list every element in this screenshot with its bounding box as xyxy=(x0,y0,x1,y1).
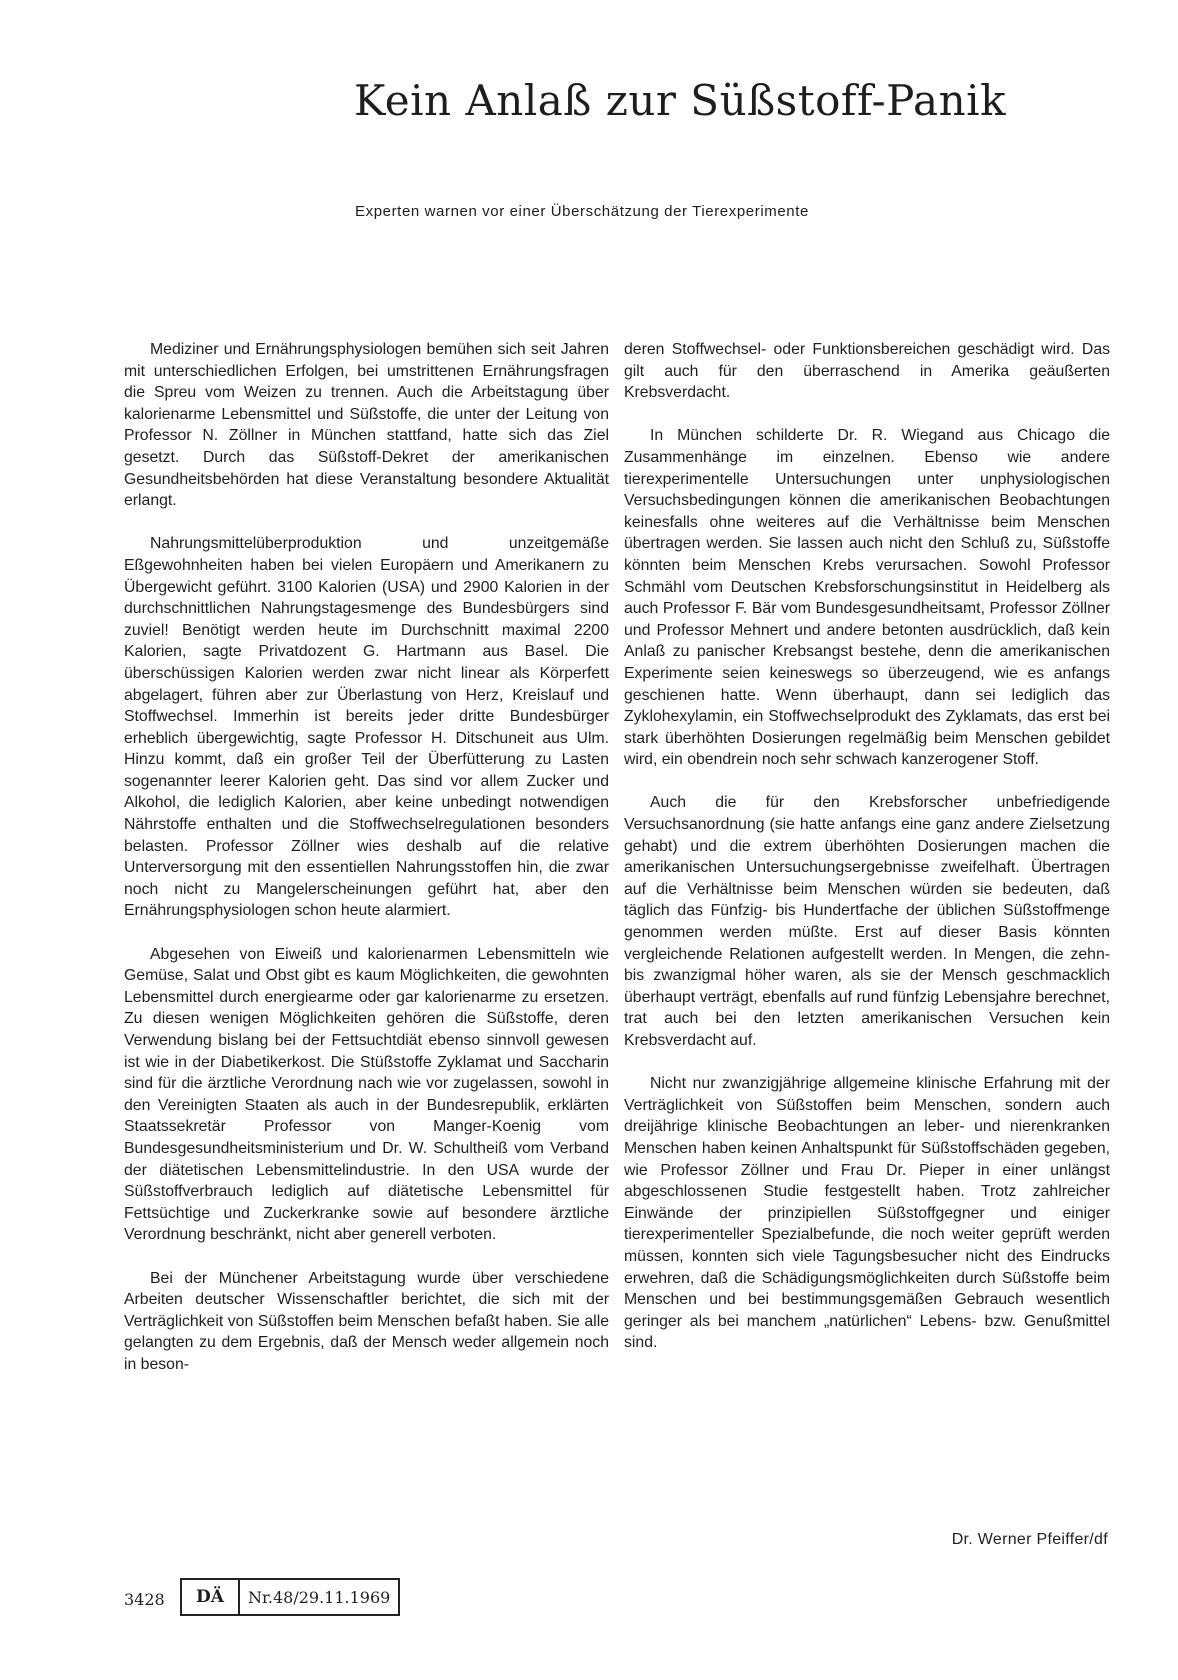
left-column xyxy=(124,339,609,1397)
issue-info: Nr.48/29.11.1969 xyxy=(248,1587,391,1607)
article-title: Kein Anlaß zur Süßstoff-Panik xyxy=(354,76,1007,125)
paragraph: Mediziner und Ernährungsphysiologen bemühen sich seit Jahren mit unterschiedlichen Erfolgen, bei umstrittenen Ernährungsfragen die Spreu vom Weizen zu trennen. Auch die Arbeitstagung über kalorienarme Lebensmittel und Süßstoffe, die unter der Leitung von Professor N. Zöllner in München stattfand, hatte sich das Ziel gesetzt. Durch das Süßstoff-Dekret der amerikanischen Gesundheitsbehörden hat diese Veranstaltung besondere Aktualität erlangt. xyxy=(124,341,609,510)
paragraph-continuation: deren Stoffwechsel- oder Funktionsbereichen geschädigt wird. Das gilt auch für den überraschend in Amerika geäußerten Krebsverdacht. xyxy=(624,341,1110,402)
paragraph: Auch die für den Krebsforscher unbefriedigende Versuchsanordnung (sie hatte anfangs eine ganz andere Zielsetzung gehabt) und die extrem überhöhten Dosierungen machen die amerikanischen Untersuchungsergebnisse zweifelhaft. Übertragen auf die Verhältnisse beim Menschen würden sie bedeuten, daß täglich das Fünfzig- bis Hundertfache der üblichen Süßstoffmenge genommen werden müßte. Erst auf dieser Basis könnten vergleichende Relationen aufgestellt werden. In Mengen, die zehn- bis zwanzigmal höher waren, als sie der Mensch geschmacklich überhaupt verträgt, ebenfalls auf rund fünfzig Lebensjahre berechnet, trat auch bei den letzten amerikanischen Versuchen kein Krebsverdacht auf. xyxy=(624,794,1110,1049)
journal-masthead xyxy=(180,1578,400,1616)
paragraph: Nahrungsmittelüberproduktion und unzeitgemäße Eßgewohnheiten haben bei vielen Europäern und Amerikanern zu Übergewicht geführt. 3100 Kalorien (USA) und 2900 Kalorien in der durchschnittlichen Nahrungstagesmenge des Bundesbürgers sind zuviel! Benötigt werden heute im Durchschnitt maximal 2200 Kalorien, sagte Privatdozent G. Hartmann aus Basel. Die überschüssigen Kalorien werden zwar nicht linear als Körperfett abgelagert, führen aber zur Überlastung von Herz, Kreislauf und Stoffwechsel. Immerhin ist bereits jeder dritte Bundesbürger erheblich übergewichtig, sagte Professor H. Ditschuneit aus Ulm. Hinzu kommt, daß ein großer Teil der Überfütterung zu Lasten sogenannter leerer Kalorien geht. Das sind vor allem Zucker und Alkohol, die lediglich Kalorien, aber keine unbedingt notwendigen Nährstoffe enthalten und die Stoffwechselregulationen besonders belasten. Professor Zöllner wies deshalb auf die relative Unterversorgung mit den essentiellen Nahrungsstoffen hin, die zwar noch nicht zu Mangelerscheinungen geführt hat, aber den Ernährungsphysiologen schon heute alarmiert. xyxy=(124,535,609,920)
page-number: 3428 xyxy=(124,1590,165,1609)
author-signature: Dr. Werner Pfeiffer/df xyxy=(951,1531,1108,1548)
paragraph: Bei der Münchener Arbeitstagung wurde über verschiedene Arbeiten deutscher Wissenschaftler berichtet, die sich mit der Verträglichkeit von Süßstoffen beim Menschen befaßt haben. Sie alle gelangten zu dem Ergebnis, daß der Mensch weder allgemein noch in beson- xyxy=(124,1269,609,1373)
right-column xyxy=(624,339,1110,1376)
paragraph: Abgesehen von Eiweiß und kalorienarmen Lebensmitteln wie Gemüse, Salat und Obst gibt es kaum Möglichkeiten, die gewohnten Lebensmittel durch energiearme oder gar kalorienarme zu ersetzen. Zu diesen wenigen Möglichkeiten gehören die Süßstoffe, deren Verwendung bislang bei der Fettsuchtdiät ebenso sinnvoll gewesen ist wie in der Diabetikerkost. Die Stüßstoffe Zyklamat und Saccharin sind für die ärztliche Verordnung nach wie vor zugelassen, sowohl in den Vereinigten Staaten als auch in der Bundesrepublik, erklärten Staatssekretär Professor von Manger-Koenig vom Bundesgesundheitsministerium und Dr. W. Schultheiß vom Verband der diätetischen Lebensmittelindustrie. In den USA wurde der Süßstoffverbrauch lediglich auf diätetische Lebensmittel für Fettsüchtige und Zuckerkranke sowie auf besondere ärztliche Verordnung beschränkt, nicht aber generell verboten. xyxy=(124,945,609,1244)
journal-logo: DÄ xyxy=(182,1580,240,1614)
article-subtitle: Experten warnen vor einer Überschätzung der Tierexperimente xyxy=(355,203,809,220)
paragraph: In München schilderte Dr. R. Wiegand aus Chicago die Zusammenhänge im einzelnen. Ebenso wie andere tierexperimentelle Untersuchungen unter unphysiologischen Versuchsbedingungen können die amerikanischen Beobachtungen keinesfalls ohne weiteres auf die Verhältnisse beim Menschen übertragen werden. Sie lassen auch nicht den Schluß zu, Süßstoffe könnten beim Menschen Krebs verursachen. Sowohl Professor Schmähl vom Deutschen Krebsforschungsinstitut in Heidelberg als auch Professor F. Bär vom Bundesgesundheitsamt, Professor Zöllner und Professor Mehnert und andere betonten ausdrücklich, daß kein Anlaß zu panischer Krebsangst bestehe, denn die amerikanischen Experimente seien keineswegs so überzeugend, wie es anfangs geschienen hatte. Wenn überhaupt, dann sei lediglich das Zyklohexylamin, ein Stoffwechselprodukt des Zyklamats, das erst bei stark überhöhten Dosierungen regelmäßig beim Menschen gebildet wird, ein obendrein noch sehr schwach kanzerogener Stoff. xyxy=(624,427,1110,769)
paragraph: Nicht nur zwanzigjährige allgemeine klinische Erfahrung mit der Verträglichkeit von Süßstoffen beim Menschen, sondern auch dreijährige klinische Beobachtungen an leber- und nierenkranken Menschen haben keinen Anhaltspunkt für Süßstoffschäden gegeben, wie Professor Zöllner und Frau Dr. Pieper in einer unlängst abgeschlossenen Studie festgestellt haben. Trotz zahlreicher Einwände der prinzipiellen Süßstoffgegner und einiger tierexperimenteller Spezialbefunde, die noch weiter geprüft werden müssen, konnten sich viele Tagungsbesucher nicht des Eindrucks erwehren, daß die Schädigungsmöglichkeiten durch Süßstoffe beim Menschen und bei bestimmungsgemäßen Gebrauch wesentlich geringer als bei manchem „natürlichen“ Lebens- bzw. Genußmittel sind. xyxy=(624,1075,1110,1352)
